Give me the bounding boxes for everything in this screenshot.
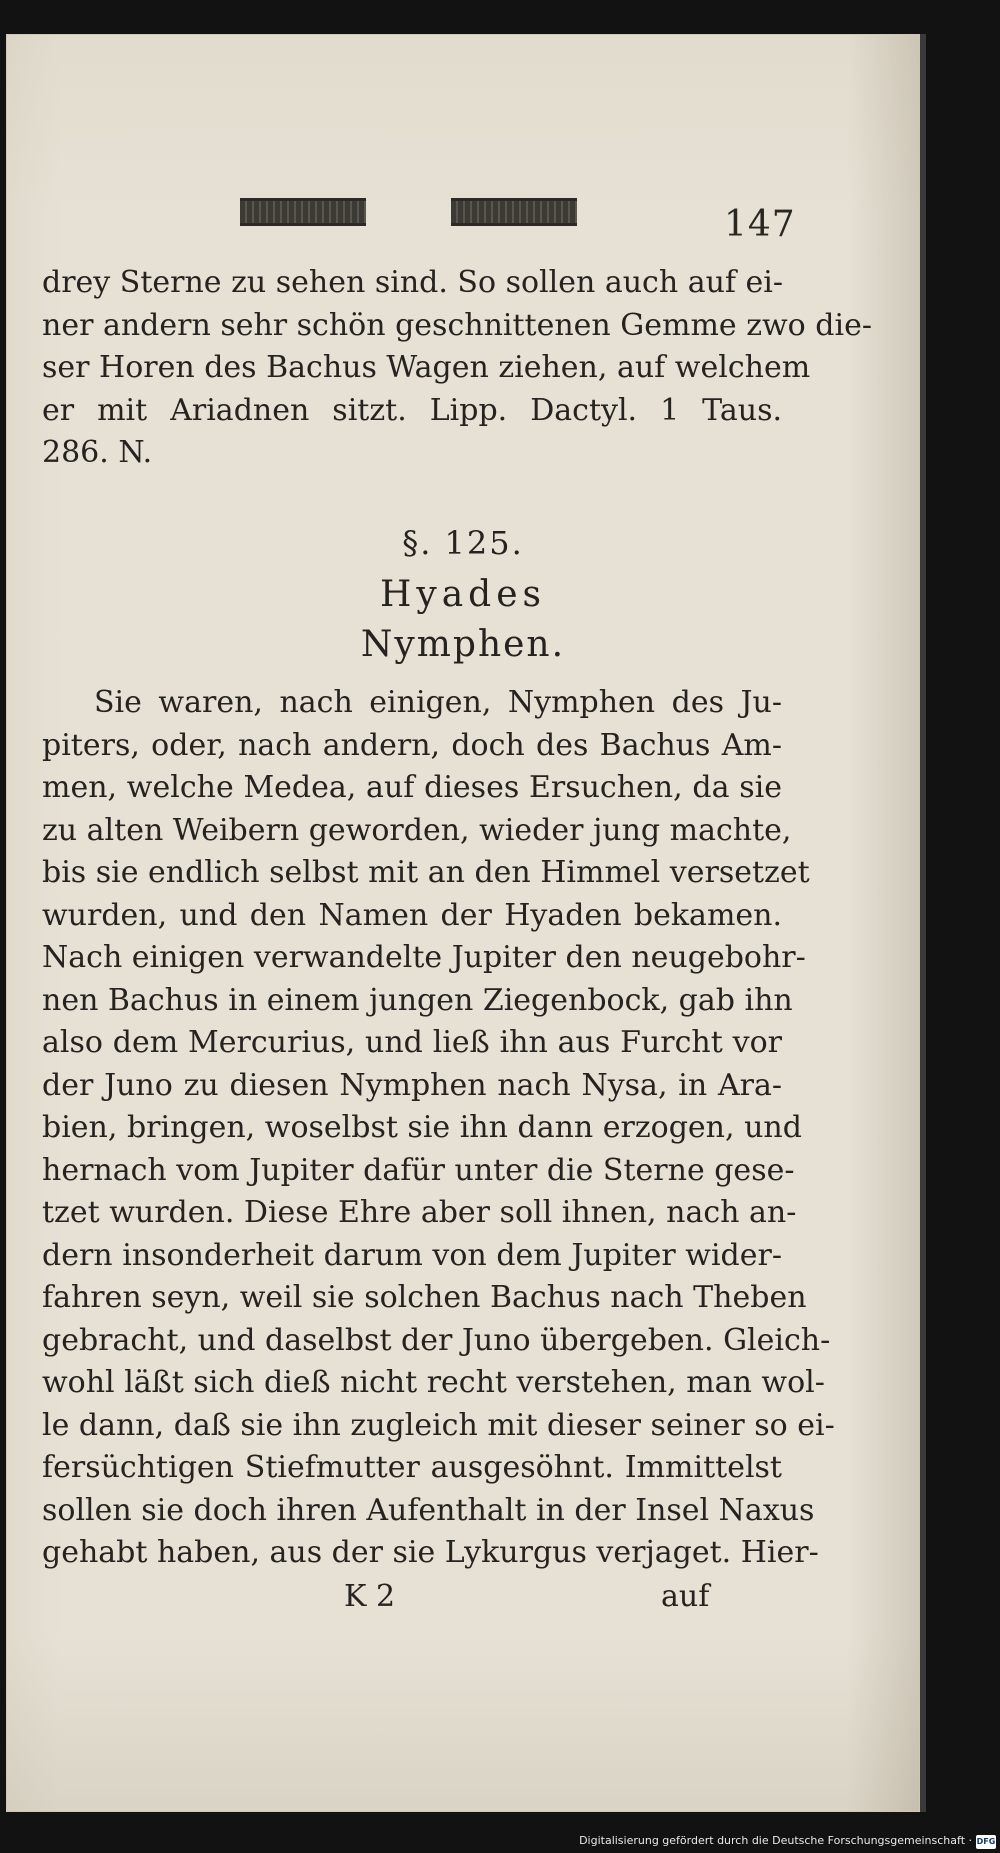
text-line: dern insonderheit darum von dem Jupiter wider-	[42, 1237, 782, 1273]
text-line: der Juno zu diesen Nymphen nach Nysa, in Ara-	[42, 1067, 782, 1103]
text-line: piters, oder, nach andern, doch des Bachus Am-	[42, 727, 782, 763]
text-line: ser Horen des Bachus Wagen ziehen, auf welchem	[42, 350, 811, 385]
section-heading-hyades: Hyades	[379, 574, 547, 615]
page-edge	[920, 34, 926, 1812]
dfg-logo: DFG	[976, 1835, 996, 1849]
text-line: zu alten Weibern geworden, wieder jung machte,	[42, 812, 792, 848]
text-line: ner andern sehr schön geschnittenen Gemme zwo die-	[42, 307, 872, 343]
text-line: nen Bachus in einem jungen Ziegenbock, gab ihn	[42, 982, 793, 1018]
text-line: le dann, daß sie ihn zugleich mit dieser seiner so ei-	[42, 1407, 835, 1443]
text-line: gehabt haben, aus der sie Lykurgus verjaget. Hier-	[42, 1535, 819, 1570]
text-line: drey Sterne zu sehen sind. So sollen auch auf ei-	[42, 265, 784, 300]
text-line: hernach vom Jupiter dafür unter die Sterne gese-	[42, 1152, 795, 1188]
text-line: men, welche Medea, auf dieses Ersuchen, da sie	[42, 770, 782, 805]
section-heading-nymphen: Nymphen.	[360, 624, 566, 665]
text-line: 286. N.	[42, 435, 153, 470]
page-number: 147	[724, 204, 796, 245]
text-line: sollen sie doch ihren Aufenthalt in der Insel Naxus	[42, 1492, 815, 1528]
main-paragraph	[42, 682, 835, 1575]
digitization-credit: Digitalisierung gefördert durch die Deutsche Forschungsgemeinschaft ·	[579, 1834, 972, 1847]
text-line: wohl läßt sich dieß nicht recht verstehen, man wol-	[42, 1365, 825, 1400]
catchword: auf	[661, 1579, 710, 1614]
ornament-right	[451, 198, 577, 226]
text-line: Sie waren, nach einigen, Nymphen des Ju-	[94, 685, 782, 720]
top-paragraph	[42, 262, 872, 475]
text-line: fersüchtigen Stiefmutter ausgesöhnt. Immittelst	[42, 1450, 782, 1485]
text-line: tzet wurden. Diese Ehre aber soll ihnen, nach an-	[42, 1195, 797, 1230]
text-line: er mit Ariadnen sitzt. Lipp. Dactyl. 1 Taus.	[42, 392, 782, 428]
ornament-left	[240, 198, 366, 226]
text-line: fahren seyn, weil sie solchen Bachus nach Theben	[42, 1280, 807, 1315]
section-number: §. 125.	[402, 524, 524, 562]
text-line: bis sie endlich selbst mit an den Himmel versetzet	[42, 855, 810, 890]
signature-mark: K 2	[344, 1579, 396, 1614]
text-line: also dem Mercurius, und ließ ihn aus Furcht vor	[42, 1025, 782, 1060]
text-line: wurden, und den Namen der Hyaden bekamen.	[42, 897, 782, 933]
text-line: Nach einigen verwandelte Jupiter den neugebohr-	[42, 940, 806, 975]
text-line: gebracht, und daselbst der Juno übergeben. Gleich-	[42, 1322, 831, 1358]
text-line: bien, bringen, woselbst sie ihn dann erzogen, und	[42, 1110, 802, 1145]
book-page	[6, 34, 920, 1812]
